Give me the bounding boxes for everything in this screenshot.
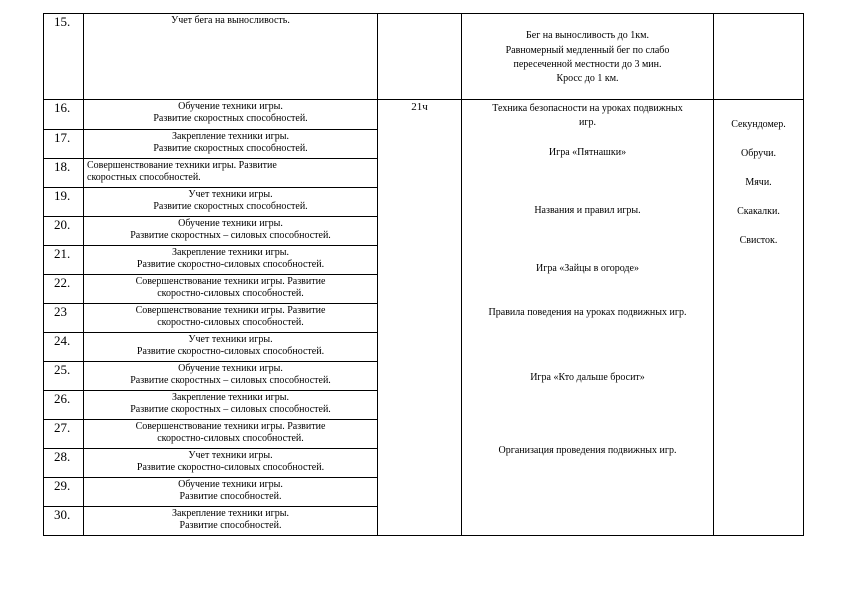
topic-line: Развитие скоростных способностей. [153, 113, 308, 124]
row-number: 28. [44, 449, 84, 478]
lesson-topic [84, 100, 378, 130]
content-line: Игра «Зайцы в огороде» [536, 263, 639, 274]
content-line: Техника безопасности на уроках подвижных [492, 103, 683, 114]
topic-line: Развитие способностей. [179, 491, 282, 502]
equipment-cell [714, 100, 804, 536]
equipment-item: Обручи. [740, 148, 777, 159]
row-number: 29. [44, 478, 84, 507]
lesson-topic [84, 362, 378, 391]
lesson-topic [84, 217, 378, 246]
lesson-topic [84, 14, 378, 100]
lesson-topic [84, 159, 378, 188]
lesson-topic [84, 420, 378, 449]
topic-line: Развитие скоростных способностей. [153, 201, 308, 212]
hours-value: 21ч [411, 101, 428, 113]
equipment-item: Мячи. [745, 177, 772, 188]
topic-line: Развитие способностей. [179, 520, 282, 531]
lesson-topic [84, 188, 378, 217]
hours-cell [378, 100, 462, 536]
table-row [44, 14, 804, 100]
topic-line: скоростно-силовых способностей. [157, 317, 304, 328]
equipment-item: Секундомер. [731, 119, 786, 130]
topic-line: Учет техники игры. [188, 450, 273, 461]
topic-line: скоростно-силовых способностей. [157, 288, 304, 299]
topic-line: скоростных способностей. [87, 172, 201, 183]
equipment-item: Свисток. [739, 235, 778, 246]
lesson-topic [84, 391, 378, 420]
topic-line: Развитие скоростно-силовых способностей. [136, 462, 325, 473]
row-number: 21. [44, 246, 84, 275]
topic-line: Обучение техники игры. [178, 101, 283, 112]
row-number: 27. [44, 420, 84, 449]
row-number: 25. [44, 362, 84, 391]
topic-line: Закрепление техники игры. [172, 247, 289, 258]
topic-line: Совершенствование техники игры. Развитие [135, 421, 326, 432]
topic-line: Совершенствование техники игры. Развитие [135, 276, 326, 287]
content-line: Названия и правил игры. [534, 205, 641, 216]
equipment-cell [714, 14, 804, 100]
topic-line: Развитие скоростных – силовых способностей. [130, 230, 331, 241]
row-number: 18. [44, 159, 84, 188]
lesson-topic [84, 478, 378, 507]
content-line: игр. [579, 117, 596, 128]
topic-line: скоростно-силовых способностей. [157, 433, 304, 444]
row-number: 19. [44, 188, 84, 217]
topic-line: Учет техники игры. [188, 189, 273, 200]
topic-line: Учет техники игры. [188, 334, 273, 345]
lesson-topic [84, 449, 378, 478]
row-number: 30. [44, 507, 84, 536]
row-number: 24. [44, 333, 84, 362]
lesson-topic [84, 333, 378, 362]
row-number: 26. [44, 391, 84, 420]
content-line: Бег на выносливость до 1км. [526, 30, 649, 41]
lesson-topic [84, 130, 378, 159]
lesson-topic [84, 304, 378, 333]
row-number: 17. [44, 130, 84, 159]
row-number: 20. [44, 217, 84, 246]
content-line: Игра «Кто дальше бросит» [530, 372, 645, 383]
topic-line: Учет бега на выносливость. [171, 15, 290, 26]
lesson-topic [84, 246, 378, 275]
topic-line: Закрепление техники игры. [172, 131, 289, 142]
content-line: Игра «Пятнашки» [548, 147, 627, 158]
topic-line: Развитие скоростных способностей. [153, 143, 308, 154]
content-line: Правила поведения на уроках подвижных игр. [488, 307, 687, 318]
topic-line: Совершенствование техники игры. Развитие [87, 160, 277, 171]
topic-line: Закрепление техники игры. [172, 392, 289, 403]
lesson-topic [84, 507, 378, 536]
equipment-item: Скакалки. [737, 206, 780, 217]
content-line: пересеченной местности до 3 мин. [513, 59, 662, 70]
row-number: 23 [44, 304, 84, 333]
content-line: Равномерный медленный бег по слабо [505, 45, 670, 56]
topic-line: Обучение техники игры. [178, 218, 283, 229]
row-number: 22. [44, 275, 84, 304]
topic-line: Развитие скоростных – силовых способностей. [130, 375, 331, 386]
games-content [462, 100, 714, 536]
topic-line: Обучение техники игры. [178, 363, 283, 374]
topic-line: Закрепление техники игры. [172, 508, 289, 519]
table-row [44, 100, 804, 130]
lesson-topic [84, 275, 378, 304]
topic-line: Обучение техники игры. [178, 479, 283, 490]
row-number: 16. [44, 100, 84, 130]
lesson-plan-table [43, 13, 804, 536]
content-line: Организация проведения подвижных игр. [498, 445, 677, 456]
row-number: 15. [44, 14, 84, 100]
topic-line: Развитие скоростно-силовых способностей. [136, 346, 325, 357]
topic-line: Развитие скоростных – силовых способностей. [130, 404, 331, 415]
content-line: Кросс до 1 км. [556, 73, 619, 84]
topic-line: Развитие скоростно-силовых способностей. [136, 259, 325, 270]
running-content [462, 14, 714, 100]
topic-line: Совершенствование техники игры. Развитие [135, 305, 326, 316]
hours-cell [378, 14, 462, 100]
